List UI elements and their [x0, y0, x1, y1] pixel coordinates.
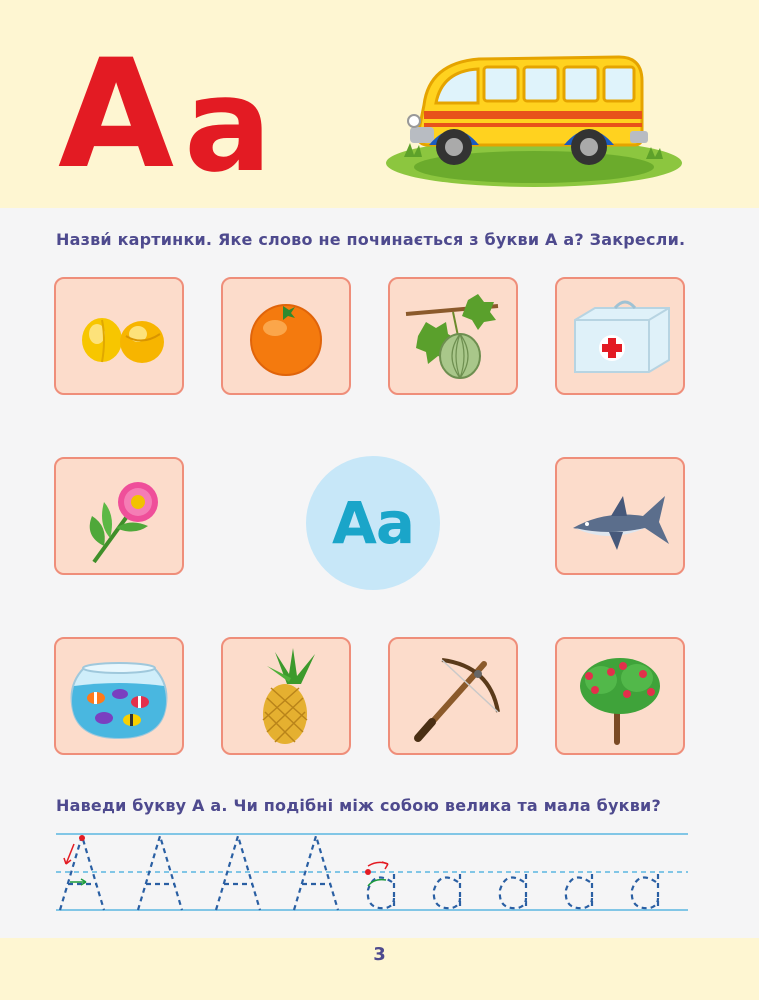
- crossbow-icon: [398, 646, 508, 746]
- big-letter-heading: [58, 28, 272, 202]
- instruction-trace-letter: Наведи букву А а. Чи подібні між собою велика та мала букви?: [56, 796, 661, 815]
- center-letter-badge: [306, 456, 440, 590]
- picture-card[interactable]: [54, 637, 184, 755]
- big-letter-lower: a: [184, 49, 272, 201]
- picture-card[interactable]: [555, 277, 685, 395]
- picture-card[interactable]: [221, 277, 351, 395]
- first-aid-kit-icon: [565, 286, 675, 386]
- picture-card[interactable]: [54, 277, 184, 395]
- center-letter-label: Aa: [331, 489, 415, 557]
- apricots-icon: [64, 286, 174, 386]
- picture-card[interactable]: [555, 637, 685, 755]
- gooseberry-icon: [398, 286, 508, 386]
- aquarium-icon: [64, 646, 174, 746]
- bus-icon: [384, 45, 684, 195]
- picture-card[interactable]: [388, 277, 518, 395]
- aster-flower-icon: [64, 466, 174, 566]
- picture-card[interactable]: [221, 637, 351, 755]
- instruction-name-pictures: Назви́ картинки. Яке слово не починається з букви А а? Закресли.: [56, 230, 686, 249]
- tracing-lines[interactable]: [56, 830, 688, 916]
- big-letter-upper: A: [58, 28, 171, 202]
- picture-card[interactable]: [388, 637, 518, 755]
- pineapple-icon: [231, 646, 341, 746]
- apple-tree-icon: [565, 646, 675, 746]
- shark-icon: [565, 466, 675, 566]
- orange-icon: [231, 286, 341, 386]
- picture-card[interactable]: [555, 457, 685, 575]
- page-number: 3: [373, 944, 386, 965]
- picture-card[interactable]: [54, 457, 184, 575]
